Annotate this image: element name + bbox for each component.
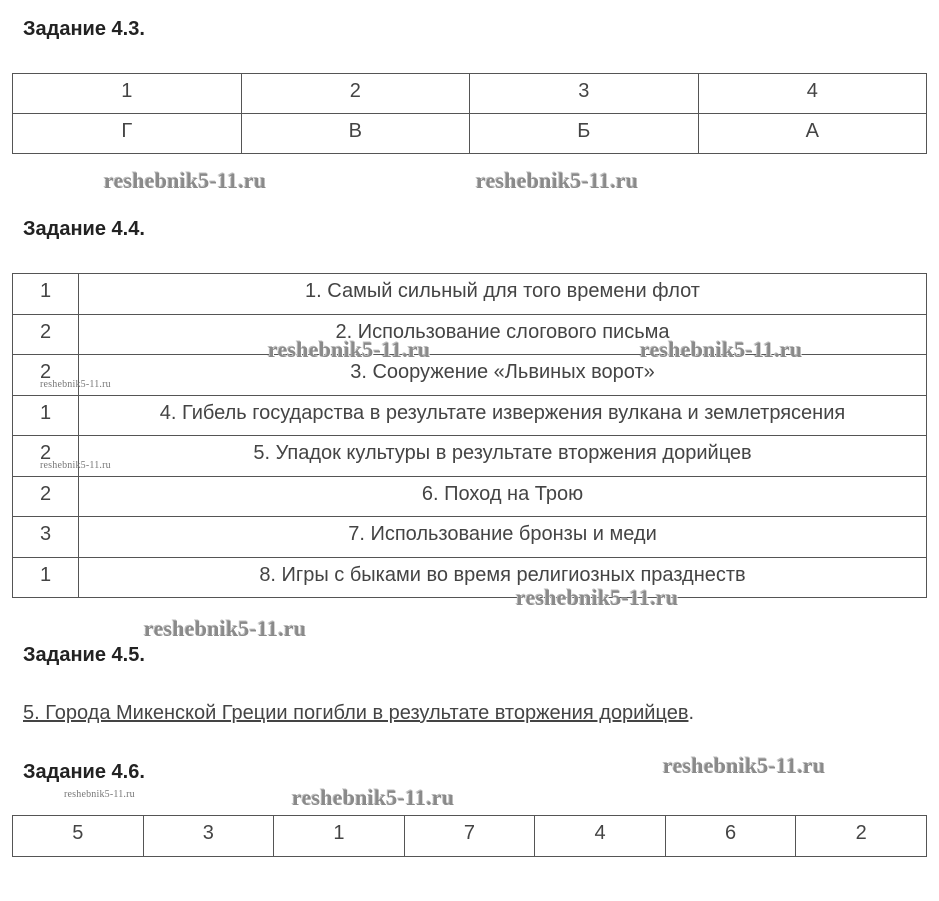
table-cell: 4 <box>535 816 666 857</box>
table-row <box>13 476 927 517</box>
table-row <box>13 436 927 477</box>
watermark: reshebnik5-11.ru <box>292 785 455 810</box>
task-4-5-answer <box>23 701 694 725</box>
row-number: 2 <box>13 314 79 355</box>
table-row <box>13 74 927 114</box>
table-cell: Г <box>13 114 242 154</box>
watermark-small: reshebnik5-11.ru <box>64 789 135 800</box>
row-text: 6. Поход на Трою <box>79 476 927 517</box>
row-text: 7. Использование бронзы и меди <box>79 517 927 558</box>
answer-period: . <box>688 702 695 724</box>
table-cell: 1 <box>274 816 405 857</box>
task-4-6-heading: Задание 4.6. <box>23 761 145 783</box>
task-4-3-table <box>12 73 927 154</box>
table-cell: 3 <box>470 74 699 114</box>
task-4-4-heading: Задание 4.4. <box>23 218 145 240</box>
answer-text: 5. Города Микенской Греции погибли в результате вторжения дорийцев <box>23 702 689 724</box>
table-row <box>13 274 927 315</box>
task-4-5-heading: Задание 4.5. <box>23 644 145 666</box>
row-text: 3. Сооружение «Львиных ворот» <box>79 355 927 396</box>
watermark: reshebnik5-11.ru <box>268 337 431 362</box>
table-cell: Б <box>470 114 699 154</box>
table-row <box>13 114 927 154</box>
row-number: 2 <box>13 436 79 477</box>
table-row <box>13 557 927 598</box>
watermark: reshebnik5-11.ru <box>476 168 639 193</box>
watermark: reshebnik5-11.ru <box>663 753 826 778</box>
watermark-small: reshebnik5-11.ru <box>40 460 111 471</box>
row-text: 1. Самый сильный для того времени флот <box>79 274 927 315</box>
table-row <box>13 816 927 857</box>
watermark: reshebnik5-11.ru <box>516 585 679 610</box>
row-text: 8. Игры с быками во время религиозных празднеств <box>79 557 927 598</box>
table-row <box>13 395 927 436</box>
row-number: 2 <box>13 355 79 396</box>
row-number: 1 <box>13 395 79 436</box>
task-4-3-heading: Задание 4.3. <box>23 18 145 40</box>
table-row <box>13 517 927 558</box>
watermark: reshebnik5-11.ru <box>144 616 307 641</box>
table-cell: 3 <box>143 816 274 857</box>
row-number: 2 <box>13 476 79 517</box>
table-cell: 7 <box>404 816 535 857</box>
row-text: 4. Гибель государства в результате извержения вулкана и землетрясения <box>79 395 927 436</box>
row-number: 3 <box>13 517 79 558</box>
row-number: 1 <box>13 557 79 598</box>
watermark: reshebnik5-11.ru <box>640 337 803 362</box>
row-text: 2. Использование слогового письма <box>79 314 927 355</box>
table-cell: 4 <box>698 74 927 114</box>
row-text: 5. Упадок культуры в результате вторжения дорийцев <box>79 436 927 477</box>
table-cell: 5 <box>13 816 144 857</box>
table-cell: А <box>698 114 927 154</box>
table-cell: 2 <box>241 74 470 114</box>
watermark: reshebnik5-11.ru <box>104 168 267 193</box>
table-cell: 2 <box>796 816 927 857</box>
table-cell: В <box>241 114 470 154</box>
table-cell: 1 <box>13 74 242 114</box>
table-cell: 6 <box>665 816 796 857</box>
task-4-4-table <box>12 273 927 598</box>
row-number: 1 <box>13 274 79 315</box>
task-4-6-table <box>12 815 927 857</box>
watermark-small: reshebnik5-11.ru <box>40 379 111 390</box>
